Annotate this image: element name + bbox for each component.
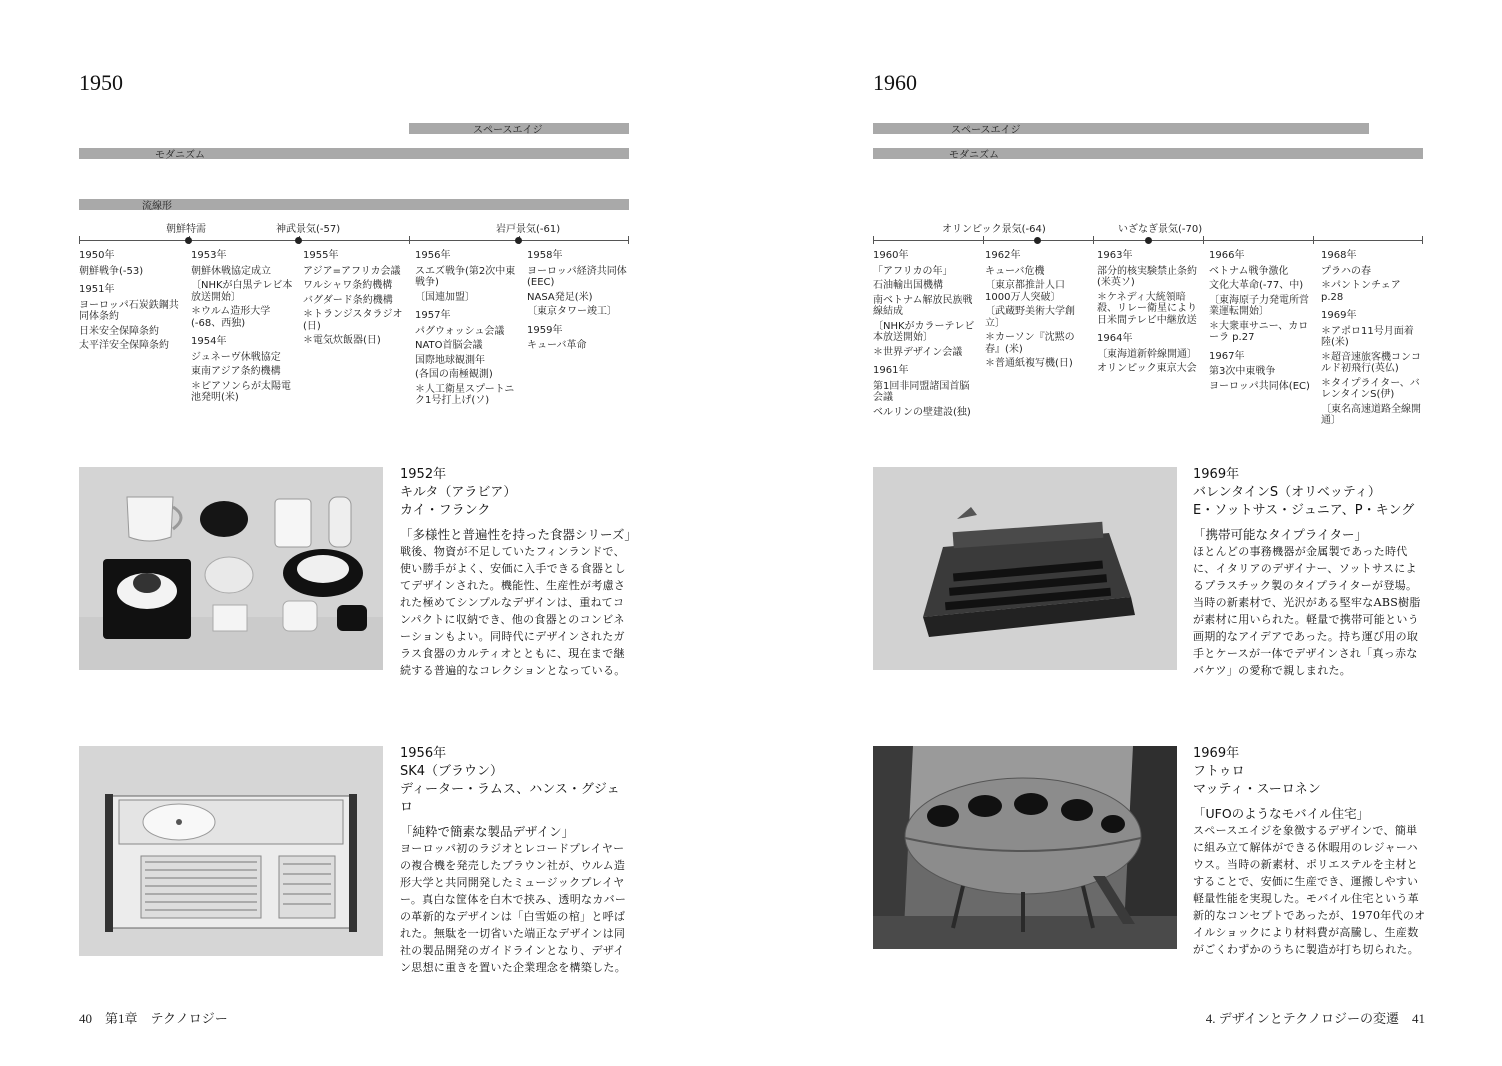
event-year: 1956年: [415, 250, 451, 261]
timeline-dot: [1145, 237, 1152, 244]
event-year: 1955年: [303, 250, 339, 261]
event-text: ＊電気炊飯器(日): [303, 335, 381, 346]
event-text: 南ベトナム解放民族戦線結成: [873, 294, 973, 317]
event-text: 〔武蔵野美術大学創立〕: [985, 306, 1075, 329]
decade-title: 1960: [873, 70, 917, 95]
event-year: 1958年: [527, 250, 563, 261]
event-text: 第3次中東戦争: [1209, 366, 1276, 377]
event-text: 〔東京タワー竣工〕: [527, 306, 617, 317]
event-year: 1954年: [191, 336, 227, 347]
event-text: ＊大衆車サニー、カローラ p.27: [1209, 320, 1309, 343]
event-text: ＊アポロ11号月面着陸(米): [1321, 325, 1414, 348]
timeline-axis: [79, 240, 629, 241]
timeline-tick: [409, 236, 410, 244]
event-text: 太平洋安全保障条約: [79, 340, 169, 351]
event-column: [527, 250, 629, 359]
event-year: 1961年: [873, 365, 909, 376]
event-text: 〔NHKがカラーテレビ本放送開始〕: [873, 320, 975, 343]
event-text: (各国の南極観測): [415, 369, 493, 380]
event-text: 東南アジア条約機構: [191, 366, 281, 377]
item-year: 1969年: [1193, 746, 1240, 761]
event-text: ワルシャワ条約機構: [303, 280, 393, 291]
event-column: [191, 250, 295, 411]
event-column: [79, 250, 185, 359]
timeline-tick: [1093, 236, 1094, 244]
event-text: キューバ革命: [527, 340, 587, 351]
item-description: ヨーロッパ初のラジオとレコードプレイヤーの複合機を発売したブラウン社が、ウルム造形大学と共同開発したミュージックプレイヤー。真白な筐体を白木で挟み、透明なカバーの革新的なデザインは「白雪姫の棺」と呼ばれた。無駄を一切省いた端正なデザインは同社の製品開発のガイドラインとなり、デザイン思想に重きを置いた企業理念を構築した。: [400, 842, 627, 974]
timeline-tick: [1313, 236, 1314, 244]
item-quote: 「多様性と普遍性を持った食器シリーズ」: [400, 527, 637, 542]
boom-label: 岩戸景気(-61): [496, 224, 561, 235]
space-age-bar: [409, 123, 629, 134]
event-text: プラハの春: [1321, 265, 1371, 277]
streamline-label: 流線形: [142, 201, 172, 212]
event-text: ベトナム戦争激化: [1209, 265, 1289, 277]
event-text: ジュネーヴ休戦協定: [191, 351, 281, 363]
event-year: 1966年: [1209, 250, 1245, 261]
event-text: ベルリンの壁建設(独): [873, 406, 971, 418]
event-text: ＊ピアソンらが太陽電池発明(米): [191, 380, 291, 403]
event-text: 〔東海道新幹線開通〕: [1097, 348, 1197, 360]
event-year: 1951年: [79, 284, 115, 295]
event-column: [985, 250, 1089, 377]
item-title: バレンタインS（オリベッティ）: [1193, 485, 1381, 500]
event-text: ＊超音速旅客機コンコルド初飛行(英仏): [1321, 351, 1421, 374]
event-year: 1969年: [1321, 310, 1357, 321]
event-text: ＊タイプライター、バレンタインS(伊): [1321, 377, 1420, 400]
event-year: 1963年: [1097, 250, 1133, 261]
space-age-label: スペースエイジ: [951, 125, 1021, 136]
event-text: ヨーロッパ経済共同体(EEC): [527, 265, 627, 288]
event-text: 〔国連加盟〕: [415, 291, 475, 303]
streamline-bar: [79, 199, 629, 210]
sk4-braun-photo: [79, 746, 383, 956]
event-text: ＊ケネディ大統領暗殺、リレー衛星により日米間テレビ中継放送: [1097, 291, 1197, 326]
timeline-tick: [628, 236, 629, 244]
timeline-dot: [185, 237, 192, 244]
timeline-dot: [1034, 237, 1041, 244]
event-year: 1960年: [873, 250, 909, 261]
event-year: 1959年: [527, 324, 563, 336]
item-designer: ディーター・ラムス、ハンス・グジェロ: [400, 782, 620, 815]
item-title: フトゥロ: [1193, 764, 1245, 779]
event-text: 〔東京都推計人口1000万人突破〕: [985, 280, 1065, 303]
futuro-house-photo: [873, 746, 1177, 949]
event-year: 1950年: [79, 250, 115, 261]
event-text: 〔東名高速道路全線開通〕: [1321, 403, 1421, 426]
item-designer: マッティ・スーロネン: [1193, 782, 1321, 797]
modernism-bar: [79, 148, 629, 159]
event-year: 1964年: [1097, 333, 1133, 344]
event-text: ＊パントンチェア p.28: [1321, 280, 1401, 303]
boom-label: 神武景気(-57): [276, 224, 341, 235]
timeline-tick: [79, 236, 80, 244]
event-text: 朝鮮休戦協定成立: [191, 265, 271, 277]
event-text: ＊トランジスタラジオ(日): [303, 309, 403, 332]
event-text: バグダード条約機構: [303, 294, 393, 306]
event-column: [873, 250, 977, 425]
event-text: 〔NHKが白黒テレビ本放送開始〕: [191, 280, 293, 303]
event-year: 1968年: [1321, 250, 1357, 261]
event-column: [1209, 250, 1313, 399]
timeline-dot: [295, 237, 302, 244]
item-description: スペースエイジを象徴するデザインで、簡単に組み立て解体ができる休暇用のレジャーハウス。当時の新素材、ポリエステルを主材とすることで、安価に生産でき、運搬しやすい軽量性能を実現した。モバイル住宅という革新的なコンセプトであったが、1970年代のオイルショックにより材料費が高騰し、生産数がごくわずかのうちに製造が打ち切られた。: [1193, 824, 1426, 956]
event-text: 石油輸出国機構: [873, 280, 943, 291]
timeline-tick: [1422, 236, 1423, 244]
item-designer: カイ・フランク: [400, 503, 491, 518]
event-text: オリンピック東京大会: [1097, 363, 1197, 374]
item-title: SK4（ブラウン）: [400, 764, 504, 779]
item-description: ほとんどの事務機器が金属製であった時代に、イタリアのデザイナー、ソットサスによるプラスチック製のタイプライターが登場。当時の新素材で、光沢がある堅牢なABS樹脂が素材に用いられた。軽量で携帯可能という画期的なアイデアであった。持ち運び用の取手とケースが一体でデザインされ「真っ赤なバケツ」の愛称で親しまれた。: [1193, 545, 1421, 677]
modernism-bar: [873, 148, 1423, 159]
item-quote: 「UFOのようなモバイル住宅」: [1193, 806, 1370, 821]
boom-label: オリンピック景気(-64): [942, 224, 1046, 235]
event-text: ＊カーソン『沈黙の春』(米): [985, 332, 1075, 355]
event-text: NATO首脳会議: [415, 340, 483, 351]
event-text: ヨーロッパ石炭鉄鋼共同体条約: [79, 299, 179, 322]
event-text: 部分的核実験禁止条約(米英ソ): [1097, 265, 1197, 288]
futuro-caption: [1193, 745, 1427, 958]
kilta-caption: [400, 466, 637, 679]
event-text: ＊世界デザイン会議: [873, 346, 963, 358]
timeline-tick: [983, 236, 984, 244]
valentine-typewriter-photo: [873, 467, 1177, 670]
event-text: 〔東海原子力発電所営業運転開始〕: [1209, 294, 1309, 317]
event-text: ＊普通紙複写機(日): [985, 358, 1073, 369]
event-text: 「アフリカの年」: [873, 265, 953, 277]
event-text: アジア=アフリカ会議: [303, 265, 401, 277]
boom-label: いざなぎ景気(-70): [1118, 224, 1203, 235]
timeline-tick: [1203, 236, 1204, 244]
event-column: [1321, 250, 1423, 434]
item-year: 1969年: [1193, 467, 1240, 482]
event-text: ＊人工衛星スプートニク1号打上げ(ソ): [415, 383, 515, 406]
item-quote: 「携帯可能なタイプライター」: [1193, 527, 1368, 542]
event-text: キューバ危機: [985, 265, 1045, 277]
event-text: 国際地球観測年: [415, 354, 485, 366]
event-year: 1957年: [415, 310, 451, 321]
event-year: 1967年: [1209, 350, 1245, 362]
space-age-label: スペースエイジ: [473, 125, 543, 136]
event-text: ヨーロッパ共同体(EC): [1209, 380, 1310, 392]
modernism-label: モダニズム: [155, 150, 205, 161]
event-column: [303, 250, 407, 354]
kilta-tableware-photo: [79, 467, 383, 670]
timeline-tick: [873, 236, 874, 244]
decade-title: 1950: [79, 70, 123, 95]
space-age-bar: [873, 123, 1369, 134]
event-text: 朝鮮戦争(-53): [79, 265, 144, 277]
event-text: ＊ウルム造形大学(-68、西独): [191, 306, 271, 329]
item-designer: E・ソットサス・ジュニア、P・キング: [1193, 503, 1415, 518]
event-text: NASA発足(米): [527, 291, 593, 303]
modernism-label: モダニズム: [949, 150, 999, 161]
page-footer: 40 第1章 テクノロジー: [79, 1011, 228, 1026]
item-quote: 「純粋で簡素な製品デザイン」: [400, 824, 575, 839]
page-footer: 4. デザインとテクノロジーの変遷 41: [1205, 1011, 1425, 1026]
item-title: キルタ（アラビア）: [400, 485, 517, 500]
item-description: 戦後、物資が不足していたフィンランドで、使い勝手がよく、安価に入手できる食器としてデザインされた。機能性、生産性が考慮された極めてシンプルなデザインは、重ねてコンパクトに収納でき、他の食器とのコンビネーションもよい。同時代にデザインされたガラス食器のカルティオとともに、現在まで継続する普遍的なコレクションとなっている。: [400, 545, 626, 677]
timeline-dot: [515, 237, 522, 244]
sk4-caption: [400, 745, 632, 976]
event-text: 日米安全保障条約: [79, 325, 159, 337]
event-text: パグウォッシュ会議: [415, 325, 505, 337]
event-text: 文化大革命(-77、中): [1209, 280, 1304, 291]
event-column: [1097, 250, 1201, 382]
event-year: 1962年: [985, 250, 1021, 261]
event-text: スエズ戦争(第2次中東戦争): [415, 265, 516, 288]
valentine-caption: [1193, 466, 1427, 679]
event-column: [415, 250, 519, 414]
item-year: 1956年: [400, 746, 447, 761]
event-text: 第1回非同盟諸国首脳会議: [873, 380, 970, 403]
item-year: 1952年: [400, 467, 447, 482]
event-year: 1953年: [191, 250, 227, 261]
boom-label: 朝鮮特需: [166, 224, 206, 235]
